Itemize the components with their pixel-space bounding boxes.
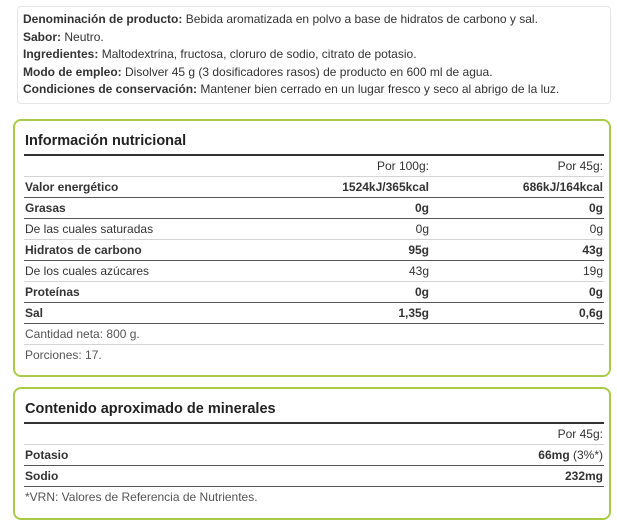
value-per-100g: 43g (260, 260, 430, 281)
nutrition-row (24, 281, 604, 302)
value-per-100g: 0g (260, 281, 430, 302)
nutrition-row (24, 260, 604, 281)
nutrient-name: Grasas (24, 197, 260, 218)
sabor-value: Neutro. (64, 29, 104, 44)
vrn-note-row (24, 486, 604, 507)
porciones-row (24, 344, 604, 365)
header-per-45g: Por 45g: (430, 423, 604, 444)
modo-label: Modo de empleo: (23, 64, 122, 79)
nutrition-row (24, 239, 604, 260)
nutrient-name: Valor energético (24, 176, 260, 197)
value-per-100g: 1524kJ/365kcal (260, 176, 430, 197)
value-per-45g: 0,6g (430, 302, 604, 323)
nutrition-panel (13, 119, 611, 377)
minerals-table (24, 422, 604, 507)
denominacion-value: Bebida aromatizada en polvo a base de hidratos de carbono y sal. (185, 12, 538, 26)
cantidad-neta: Cantidad neta: 800 g. (24, 323, 604, 344)
header-empty-cell (24, 423, 260, 444)
mineral-name: Sodio (24, 465, 260, 486)
value-per-100g: 1,35g (260, 302, 430, 323)
value-per-45g: 0g (430, 281, 604, 302)
minerals-title: Contenido aproximado de minerales (25, 401, 276, 417)
ingredientes-value: Maltodextrina, fructosa, cloruro de sodio, citrato de potasio. (101, 47, 417, 62)
header-per-100g: Por 100g: (260, 155, 430, 176)
value-per-100g: 0g (260, 197, 430, 218)
nutrient-name: De las cuales saturadas (24, 218, 260, 239)
value-per-45g: 19g (430, 260, 604, 281)
mineral-value-cell (430, 444, 604, 465)
nutrient-name: Hidratos de carbono (24, 239, 260, 260)
value-per-45g: 43g (430, 239, 604, 260)
nutrition-row (24, 197, 604, 218)
denominacion-label: Denominación de producto: (23, 12, 183, 26)
sabor-label: Sabor: (23, 29, 62, 44)
header-empty-cell (24, 155, 260, 176)
nutrient-name: De los cuales azúcares (24, 260, 260, 281)
nutrient-name: Sal (24, 302, 260, 323)
mineral-row (24, 444, 604, 465)
nutrition-header-row (24, 155, 604, 176)
modo-line (23, 64, 605, 82)
porciones: Porciones: 17. (25, 347, 102, 362)
sabor-line (23, 29, 605, 47)
nutrition-row (24, 302, 604, 323)
mineral-value: 232mg (564, 468, 603, 483)
minerals-panel (13, 387, 611, 520)
mineral-row (24, 465, 604, 486)
value-per-45g: 686kJ/164kcal (430, 176, 604, 197)
mineral-value: 66mg (538, 447, 570, 462)
value-per-45g: 0g (430, 197, 604, 218)
value-per-100g: 95g (260, 239, 430, 260)
ingredientes-label: Ingredientes: (23, 47, 99, 62)
nutrition-title: Información nutricional (25, 133, 187, 149)
conservacion-line (23, 81, 605, 99)
denominacion-line (23, 11, 605, 29)
header-empty-cell (260, 423, 430, 444)
cantidad-row (24, 323, 604, 344)
conservacion-label: Condiciones de conservación: (23, 82, 198, 97)
ingredientes-line (23, 46, 605, 64)
conservacion-value: Mantener bien cerrado en un lugar fresco y seco al abrigo de la luz. (200, 82, 560, 97)
header-per-45g: Por 45g: (430, 155, 604, 176)
minerals-header-row (24, 423, 604, 444)
nutrition-row (24, 218, 604, 239)
mineral-empty-cell (260, 465, 430, 486)
value-per-100g: 0g (260, 218, 430, 239)
mineral-name: Potasio (24, 444, 260, 465)
modo-value: Disolver 45 g (3 dosificadores rasos) de producto en 600 ml de agua. (125, 64, 493, 79)
nutrition-row (24, 176, 604, 197)
product-info-box (17, 6, 611, 104)
nutrition-table (24, 154, 604, 365)
value-per-45g: 0g (430, 218, 604, 239)
mineral-vrn-percent: (3%*) (569, 447, 603, 462)
mineral-value-cell (430, 465, 604, 486)
mineral-empty-cell (260, 444, 430, 465)
vrn-note: *VRN: Valores de Referencia de Nutrientes. (25, 489, 258, 504)
nutrient-name: Proteínas (24, 281, 260, 302)
